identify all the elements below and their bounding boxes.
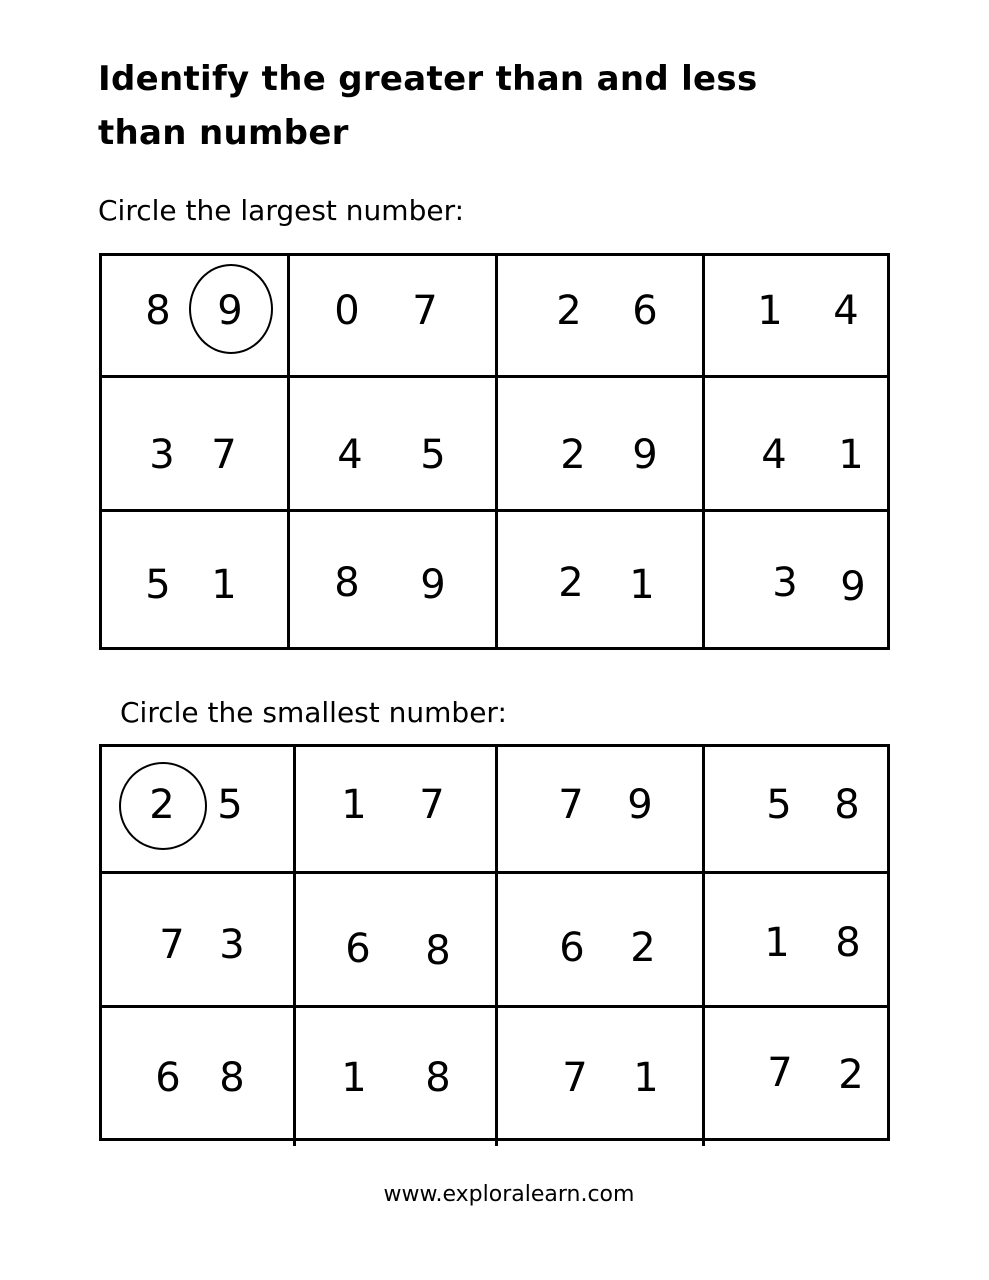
- grid-divider: [495, 744, 498, 1146]
- number-cell[interactable]: 8: [219, 1055, 245, 1101]
- grid-divider: [293, 744, 296, 1146]
- number-cell[interactable]: 3: [149, 432, 175, 478]
- number-cell[interactable]: 1: [633, 1055, 659, 1101]
- grid-divider: [495, 253, 498, 650]
- grid-divider: [702, 253, 705, 650]
- number-cell[interactable]: 8: [835, 920, 861, 966]
- number-cell[interactable]: 4: [337, 432, 363, 478]
- example-circle: [119, 762, 207, 850]
- number-cell[interactable]: 7: [211, 432, 237, 478]
- number-cell[interactable]: 6: [632, 288, 658, 334]
- grid-divider: [287, 253, 290, 650]
- circled-number[interactable]: 9: [217, 288, 243, 334]
- number-cell[interactable]: 1: [764, 920, 790, 966]
- number-cell[interactable]: 2: [556, 288, 582, 334]
- number-cell[interactable]: 8: [425, 928, 451, 974]
- number-cell[interactable]: 8: [834, 782, 860, 828]
- number-cell[interactable]: 5: [420, 432, 446, 478]
- number-cell[interactable]: 1: [629, 562, 655, 608]
- number-cell[interactable]: 9: [420, 562, 446, 608]
- number-cell[interactable]: 5: [766, 782, 792, 828]
- number-cell[interactable]: 2: [558, 560, 584, 606]
- number-cell[interactable]: 7: [562, 1055, 588, 1101]
- number-cell[interactable]: 7: [767, 1050, 793, 1096]
- number-cell[interactable]: 7: [558, 782, 584, 828]
- grid-divider: [99, 509, 890, 512]
- number-cell[interactable]: 7: [412, 288, 438, 334]
- largest-instruction: Circle the largest number:: [98, 194, 465, 227]
- number-cell[interactable]: 9: [627, 782, 653, 828]
- grid-divider: [702, 744, 705, 1146]
- number-cell[interactable]: 8: [145, 288, 171, 334]
- number-cell[interactable]: 7: [419, 782, 445, 828]
- number-cell[interactable]: 6: [559, 925, 585, 971]
- number-cell[interactable]: 1: [757, 288, 783, 334]
- number-cell[interactable]: 1: [341, 1055, 367, 1101]
- smallest-instruction: Circle the smallest number:: [120, 696, 507, 729]
- number-cell[interactable]: 8: [334, 560, 360, 606]
- grid-divider: [99, 871, 890, 874]
- number-cell[interactable]: 4: [833, 288, 859, 334]
- number-cell[interactable]: 3: [219, 922, 245, 968]
- number-cell[interactable]: 2: [630, 925, 656, 971]
- number-cell[interactable]: 6: [345, 926, 371, 972]
- number-cell[interactable]: 7: [159, 922, 185, 968]
- grid-divider: [99, 375, 890, 378]
- number-cell[interactable]: 2: [838, 1052, 864, 1098]
- number-cell[interactable]: 9: [840, 564, 866, 610]
- number-cell[interactable]: 8: [425, 1055, 451, 1101]
- number-cell[interactable]: 2: [560, 432, 586, 478]
- number-cell[interactable]: 6: [155, 1055, 181, 1101]
- number-cell[interactable]: 5: [145, 562, 171, 608]
- number-cell[interactable]: 1: [341, 782, 367, 828]
- grid-divider: [99, 1005, 890, 1008]
- example-circle: [189, 264, 273, 354]
- worksheet-title: Identify the greater than and less than number: [98, 59, 758, 153]
- number-cell[interactable]: 0: [334, 288, 360, 334]
- number-cell[interactable]: 1: [838, 432, 864, 478]
- number-cell[interactable]: 4: [761, 432, 787, 478]
- circled-number[interactable]: 2: [149, 782, 175, 828]
- number-cell[interactable]: 1: [211, 562, 237, 608]
- website-footer: www.exploralearn.com: [383, 1182, 635, 1207]
- number-cell[interactable]: 9: [632, 432, 658, 478]
- number-cell[interactable]: 3: [772, 560, 798, 606]
- number-cell[interactable]: 5: [217, 782, 243, 828]
